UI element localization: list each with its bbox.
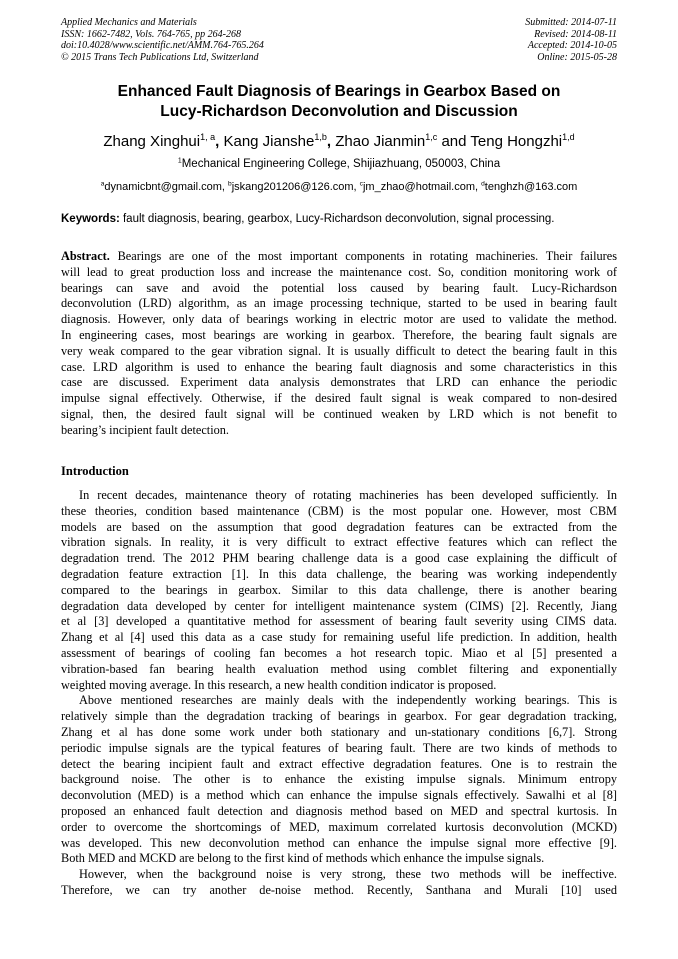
introduction-line: Both MED and MCKD are belong to the first kind of methods which enhance the impulse signals.	[61, 851, 545, 866]
email-sup: b	[228, 180, 232, 188]
section-heading-introduction: Introduction	[61, 464, 129, 478]
author-list	[40, 133, 638, 151]
affiliation	[61, 157, 617, 171]
abstract-first-line-text: Bearings are one of the most important components in rotating machineries. Their failures	[109, 249, 617, 263]
revised-date: Revised: 2014-08-11	[534, 28, 617, 40]
introduction-line: detect the bearing incipient fault and extract effective degradation features. One is to restrain the	[61, 756, 617, 771]
issn-line: ISSN: 1662-7482, Vols. 764-765, pp 264-268	[61, 28, 241, 40]
introduction-line: degradation trend. The 2012 PHM bearing challenge data is a good case explaining the difficult of	[61, 551, 617, 566]
introduction-line: vibration-based fan bearing health evaluation method using comblet filtering and exponentially	[61, 661, 617, 676]
journal-header	[61, 17, 617, 65]
email-address: jskang201206@126.com,	[231, 181, 360, 193]
email-sup: c	[359, 180, 363, 188]
abstract-line: will lead to great production loss and increase the maintenance cost. So, condition monitoring work of	[61, 264, 617, 279]
copyright-line: © 2015 Trans Tech Publications Ltd, Switzerland	[61, 51, 259, 63]
introduction-line: periodic impulse signals are the typical features of bearing fault. There are two kinds of methods to	[61, 740, 617, 755]
email-address: jm_zhao@hotmail.com,	[362, 181, 482, 193]
introduction-line: these theories, condition based maintenance (CBM) is the most popular one. However, most CBM	[61, 503, 617, 518]
title-line-2: Lucy-Richardson Deconvolution and Discussion	[160, 103, 518, 120]
abstract-line: bearings can save and avoid the potential loss caused by bearing fault. Lucy-Richardson	[61, 280, 617, 295]
abstract-line: case. LRD algorithm is used to enhance the bearing fault diagnosis and some characteristics in this	[61, 359, 617, 374]
introduction-line: vibration signals. In reality, it is very difficult to extract effective features which can reflect the	[61, 535, 617, 550]
introduction-line: was developed. This new deconvolution method can enhance the impulse signal more effective [9].	[61, 835, 617, 850]
author-separator: and	[437, 133, 471, 150]
introduction-line: Above mentioned researches are mainly deals with the independently working bearings. This is	[79, 693, 617, 708]
author-name: Teng Hongzhi	[470, 133, 563, 150]
online-date: Online: 2015-05-28	[537, 51, 617, 63]
introduction-line: degradation data developed by center for intelligent maintenance system (CIMS) [2]. Recently, Jiang	[61, 598, 617, 613]
introduction-line: compared to the bearings in gearbox. Similar to this data challenge, there is another bearing	[61, 582, 617, 597]
author-name: Kang Jianshe	[223, 133, 315, 150]
accepted-date: Accepted: 2014-10-05	[527, 40, 617, 51]
publication-dates	[525, 17, 617, 63]
introduction-line: In recent decades, maintenance theory of rotating machineries has been developed sufficiently. In	[79, 488, 617, 502]
doi-line: doi:10.4028/www.scientific.net/AMM.764-765.264	[61, 40, 264, 51]
author-name: Zhao Jianmin	[335, 133, 426, 150]
introduction-line: Therefore, we can try another de-noise method. Recently, Santhana and Murali [10] used	[61, 882, 617, 897]
author-sup: 1, a	[200, 132, 216, 143]
affiliation-text: Mechanical Engineering College, Shijiazhuang, 050003, China	[181, 158, 501, 170]
author-sup: 1,b	[314, 132, 327, 143]
abstract-line: very weak compared to the gear vibration signal. It is usually difficult to detect the bearing fault in this	[61, 343, 617, 358]
introduction-body	[61, 488, 617, 899]
abstract-line: deconvolution (LRD) algorithm, as an image processing technique, started to be used in bearing fault	[61, 296, 617, 311]
abstract-line: In engineering cases, most bearings are working in gearbox. Therefore, the bearing fault signals are	[61, 327, 617, 342]
author-name: Zhang Xinghui	[103, 133, 201, 150]
abstract-label: Abstract.	[61, 249, 110, 263]
introduction-line: deconvolution (MED) is a method which can enhance the impulse signals effectively. Sawalhi et al [8]	[61, 788, 617, 803]
submitted-date: Submitted: 2014-07-11	[525, 17, 617, 28]
journal-name: Applied Mechanics and Materials	[61, 17, 197, 28]
email-address: tenghzh@163.com	[484, 181, 578, 193]
abstract-line: signal, then, the desired fault signal will be continued weaken by LRD which is not benefit to	[61, 406, 617, 421]
introduction-line: degradation feature extraction [1]. In this data challenge, the bearing was working independently	[61, 566, 617, 581]
introduction-line: background noise. The other is to enhance the existing impulse signals. Minimum entropy	[61, 772, 617, 787]
affiliation-sup: 1	[177, 157, 182, 165]
author-emails	[50, 180, 628, 194]
introduction-line: proposed an enhanced fault detection and diagnosis method based on MED and spectral kurtosis. In	[61, 803, 617, 818]
introduction-line: order to overcome the shortcomings of MED, maximum correlated kurtosis deconvolution (MCKD)	[61, 819, 617, 834]
introduction-line: weighted moving average. In this research, a new health condition indicator is proposed.	[61, 677, 497, 692]
paper-title	[61, 82, 617, 122]
title-line-1: Enhanced Fault Diagnosis of Bearings in Gearbox Based on	[117, 83, 561, 100]
introduction-line: Zhang et al [4] used this data as a case study for remaining useful life prediction. In addition, health	[61, 630, 617, 645]
journal-info	[61, 17, 264, 63]
abstract-line: impulse signal effectively. Otherwise, if the desired fault signal is weak compared to non-desired	[61, 391, 617, 406]
abstract-line: case are discussed. Experiment data analysis demonstrates that LRD can enhance the periodic	[61, 375, 617, 390]
abstract-line	[61, 249, 617, 265]
email-sup: a	[100, 180, 105, 188]
abstract-line: bearing’s incipient fault detection.	[61, 422, 230, 437]
author-sup: 1,d	[562, 132, 575, 143]
introduction-line: Zhang et al has done some work under both stationary and un-stationary conditions [6,7]. Strong	[61, 724, 617, 739]
keywords-label: Keywords:	[61, 213, 120, 225]
email-sup: d	[481, 180, 485, 188]
email-address: dynamicbnt@gmail.com,	[104, 181, 229, 193]
keywords-text: fault diagnosis, bearing, gearbox, Lucy-Richardson deconvolution, signal processing.	[119, 213, 555, 225]
introduction-line: assessment of bearings of cooling fan becomes a hot research topic. Miao et al [5] presented a	[61, 645, 617, 660]
author-separator: ,	[215, 133, 224, 150]
author-sup: 1,c	[425, 132, 438, 143]
author-separator: ,	[326, 133, 336, 150]
keywords	[61, 212, 617, 226]
abstract	[61, 249, 617, 439]
introduction-line: models are based on the assumption that good degradation features can be extracted from the	[61, 519, 617, 534]
introduction-line: et al [3] developed a quantitative method for assessment of bearing fault severity using CIMS data.	[61, 614, 617, 629]
abstract-line: diagnosis. However, only data of bearings working in electric motor are used to validate the method.	[61, 312, 617, 327]
introduction-line: However, when the background noise is very strong, these two methods will be ineffective.	[79, 867, 617, 882]
introduction-line: relatively simple than the degradation tracking of bearings in gearbox. For gear degradation tracking,	[61, 709, 617, 724]
